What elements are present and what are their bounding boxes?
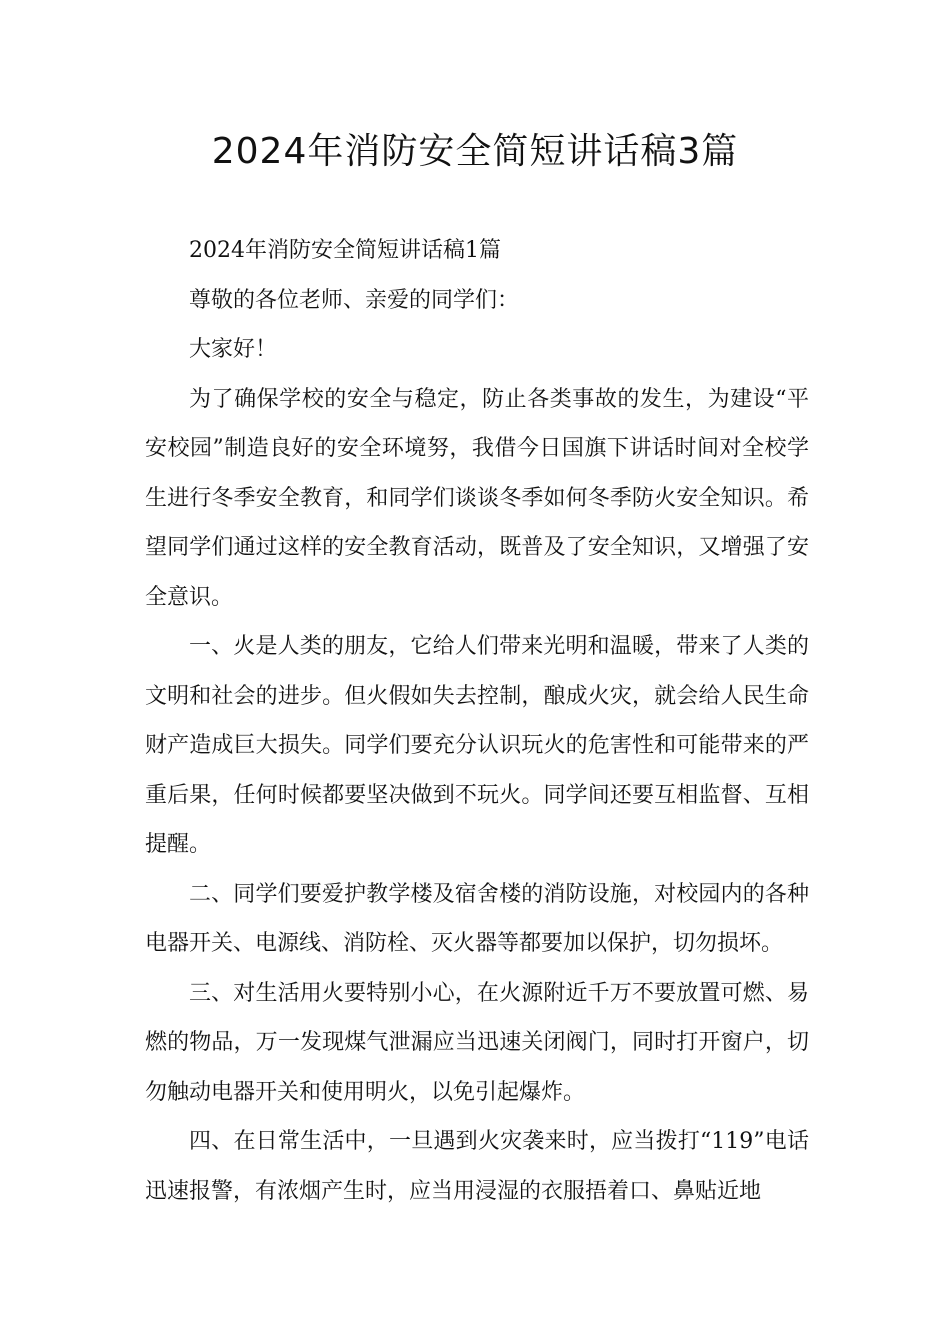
body-paragraph: 三、对生活用火要特别小心，在火源附近千万不要放置可燃、易燃的物品，万一发现煤气泄漏应当迅速关闭阀门，同时打开窗户，切勿触动电器开关和使用明火，以免引起爆炸。 [145, 980, 809, 1105]
salutation: 尊敬的各位老师、亲爱的同学们： [189, 287, 520, 313]
greeting: 大家好！ [189, 337, 278, 362]
section-heading: 2024年消防安全简短讲话稿1篇 [189, 238, 501, 263]
body-paragraph: 二、同学们要爱护教学楼及宿舍楼的消防设施，对校园内的各种电器开关、电源线、消防栓、灭火器等都要加以保护，切勿损坏。 [145, 881, 809, 956]
document-title: 2024年消防安全简短讲话稿3篇 [211, 131, 739, 172]
document-body [145, 226, 809, 1216]
body-paragraph: 四、在日常生活中，一旦遇到火灾袭来时，应当拨打“119”电话迅速报警，有浓烟产生时，应当用浸湿的衣服捂着口、鼻贴近地 [145, 1129, 809, 1204]
body-paragraph: 一、火是人类的朋友，它给人们带来光明和温暖，带来了人类的文明和社会的进步。但火假如失去控制，酿成火灾，就会给人民生命财产造成巨大损失。同学们要充分认识玩火的危害性和可能带来的严重后果，任何时候都要坚决做到不玩火。同学间还要互相监督、互相提醒。 [145, 634, 809, 857]
body-paragraph: 为了确保学校的安全与稳定，防止各类事故的发生，为建设“平安校园”制造良好的安全环境努，我借今日国旗下讲话时间对全校学生进行冬季安全教育，和同学们谈谈冬季如何冬季防火安全知识。希望同学们通过这样的安全教育活动，既普及了安全知识，又增强了安全意识。 [145, 386, 809, 610]
